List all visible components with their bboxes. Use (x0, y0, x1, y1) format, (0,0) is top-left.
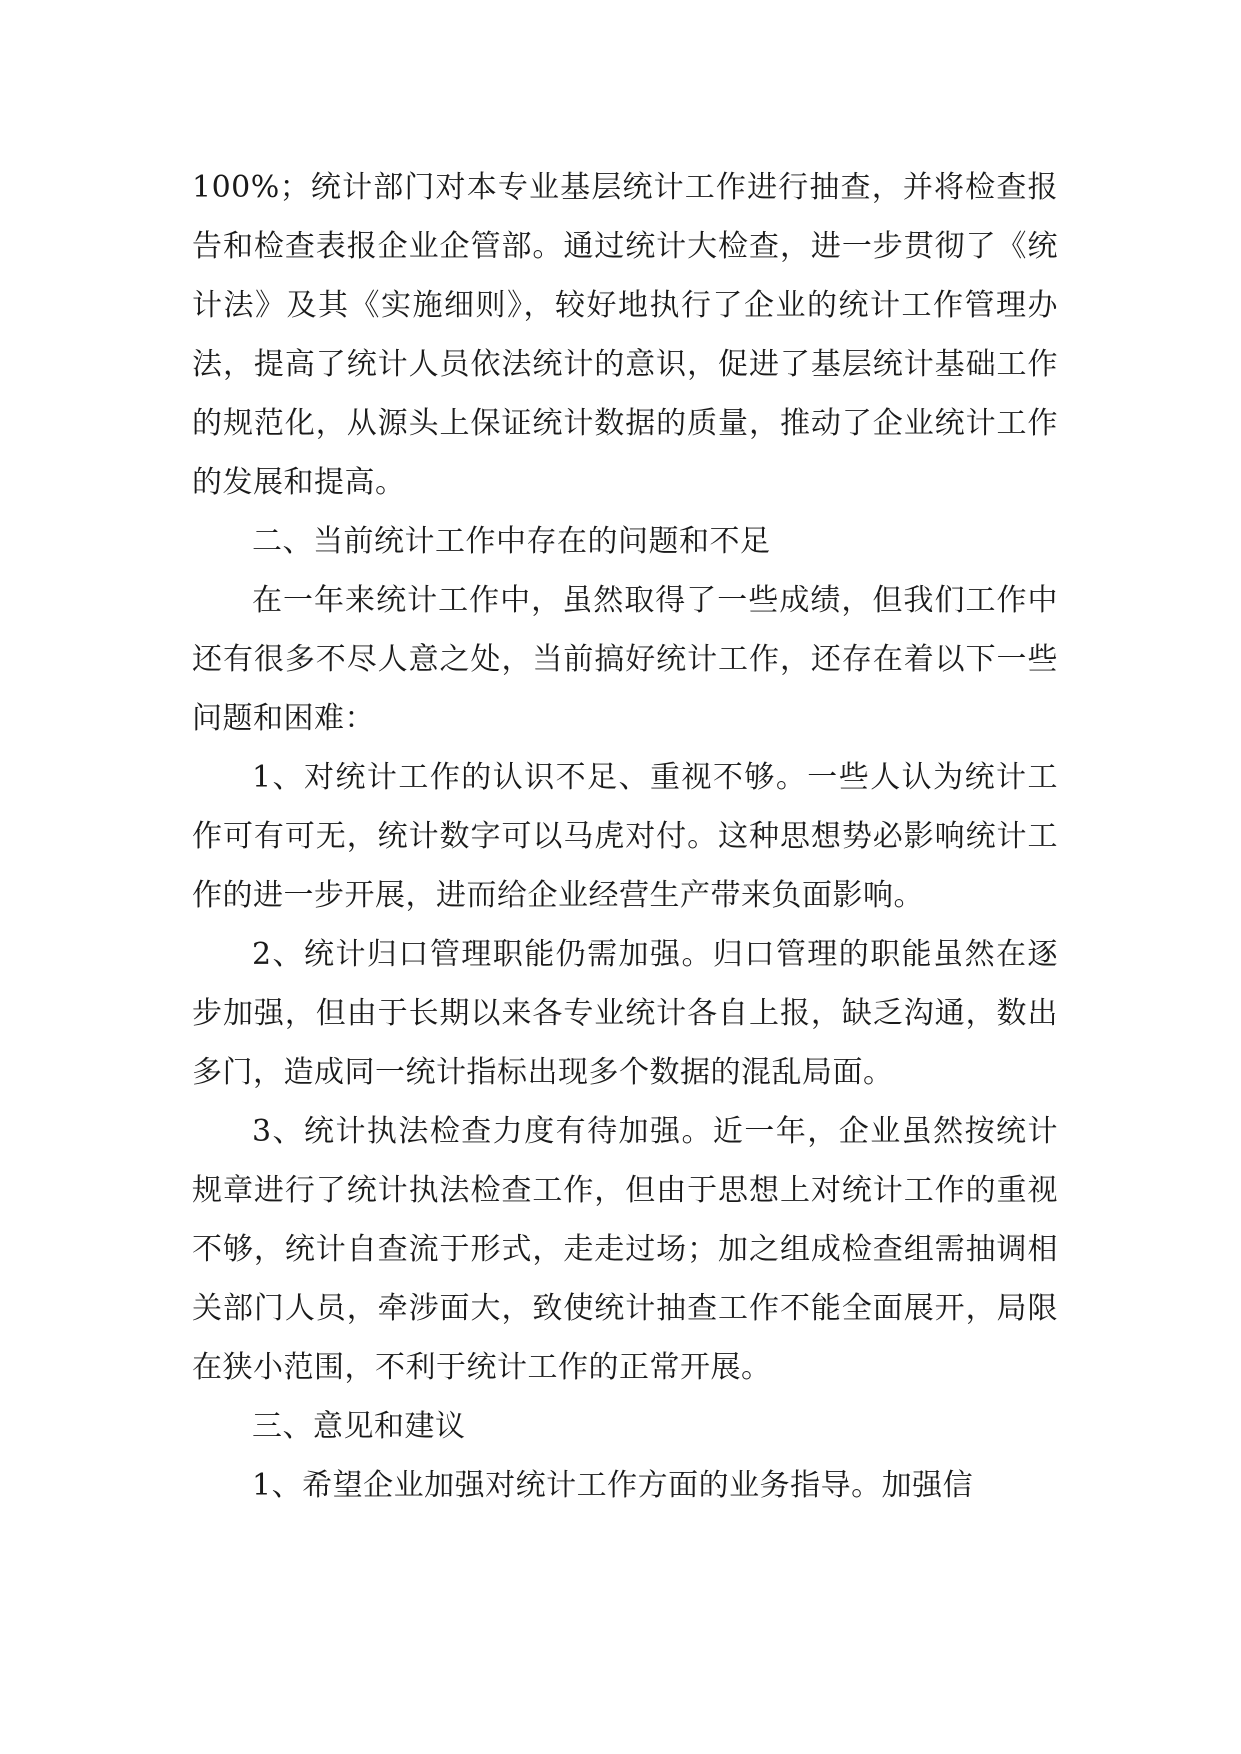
section-heading-problems: 二、当前统计工作中存在的问题和不足 (252, 524, 771, 559)
paragraph-continuation: 100%；统计部门对本专业基层统计工作进行抽查，并将检查报告和检查表报企业企管部。通过统计大检查，进一步贯彻了《统计法》及其《实施细则》，较好地执行了企业的统计工作管理办法，提高了统计人员依法统计的意识，促进了基层统计基础工作的规范化，从源头上保证统计数据的质量，推动了企业统计工作的发展和提高。 (192, 170, 1058, 500)
paragraph-problem-3: 3、统计执法检查力度有待加强。近一年，企业虽然按统计规章进行了统计执法检查工作，但由于思想上对统计工作的重视不够，统计自查流于形式，走走过场；加之组成检查组需抽调相关部门人员，牵涉面大，致使统计抽查工作不能全面展开，局限在狭小范围，不利于统计工作的正常开展。 (192, 1114, 1058, 1385)
document-page (192, 158, 1058, 1515)
paragraph-problem-2: 2、统计归口管理职能仍需加强。归口管理的职能虽然在逐步加强，但由于长期以来各专业统计各自上报，缺乏沟通，数出多门，造成同一统计指标出现多个数据的混乱局面。 (192, 937, 1058, 1090)
paragraph-intro-problems: 在一年来统计工作中，虽然取得了一些成绩，但我们工作中还有很多不尽人意之处，当前搞好统计工作，还存在着以下一些问题和困难： (192, 583, 1058, 736)
paragraph-suggestion-1: 1、希望企业加强对统计工作方面的业务指导。加强信 (252, 1468, 974, 1503)
section-heading-suggestions: 三、意见和建议 (252, 1409, 466, 1444)
paragraph-problem-1: 1、对统计工作的认识不足、重视不够。一些人认为统计工作可有可无，统计数字可以马虎对付。这种思想势必影响统计工作的进一步开展，进而给企业经营生产带来负面影响。 (192, 760, 1058, 913)
